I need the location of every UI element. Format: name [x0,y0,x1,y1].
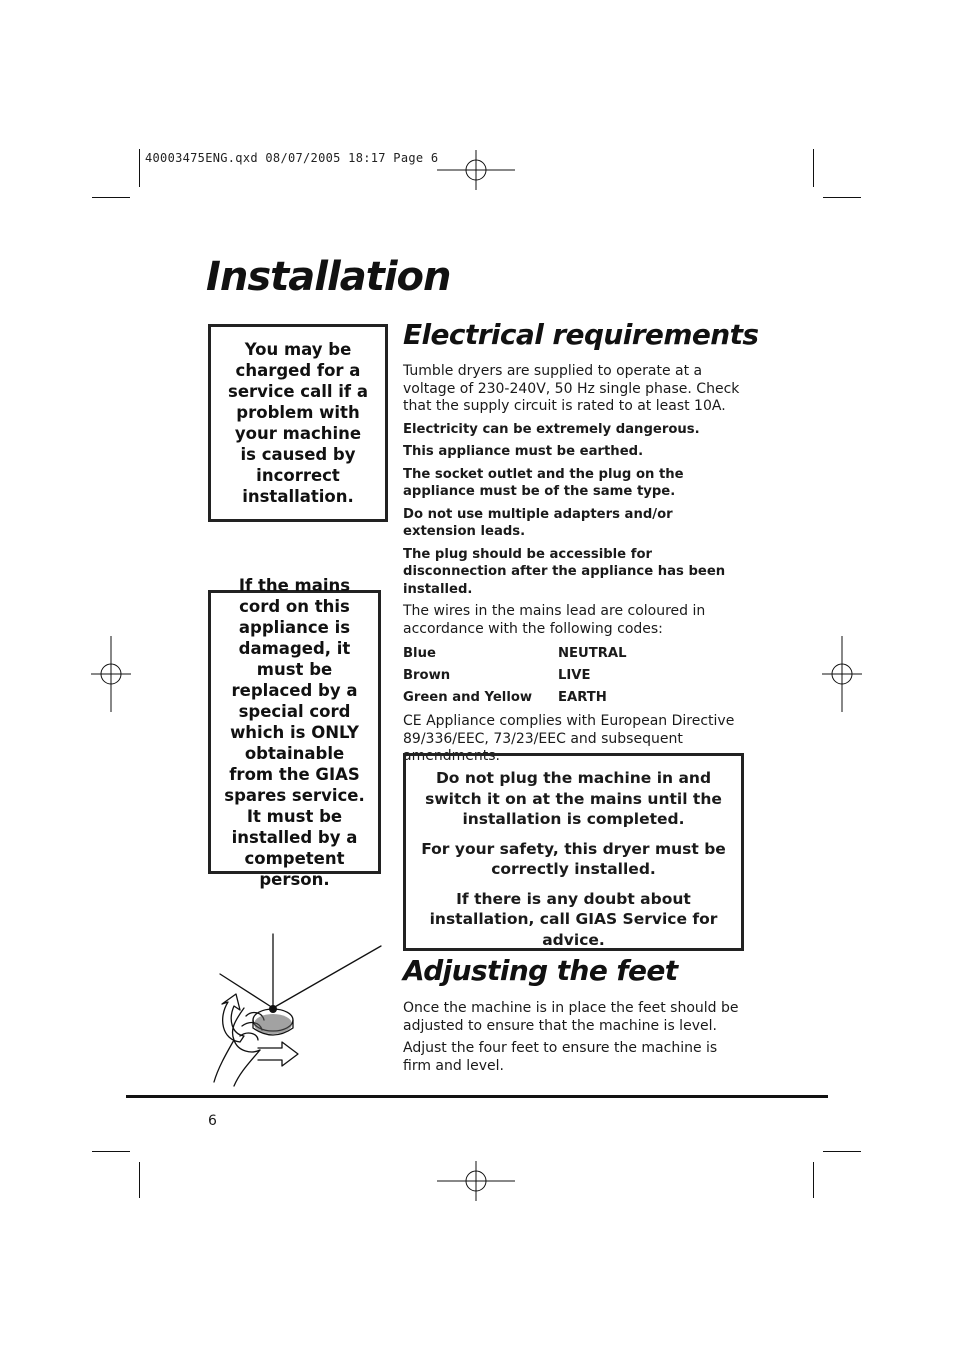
page-title: Installation [206,254,451,300]
feet-paragraph: Once the machine is in place the feet should be adjusted to ensure that the machine is level. [403,1000,739,1034]
warning-line: Electricity can be extremely dangerous. [403,421,700,437]
page-number: 6 [208,1113,217,1129]
wire-code-row [403,687,745,709]
warning-line: Do not use multiple adapters and/or extension leads. [403,506,673,539]
feet-heading: Adjusting the feet [403,954,678,987]
wire-meaning: NEUTRAL [558,646,627,662]
service-call-warning-box [208,324,388,522]
notice-line: If there is any doubt about installation, call GIAS Service for advice. [429,889,718,949]
mains-cord-warning-box [208,575,381,889]
wire-meaning: LIVE [558,668,591,684]
installation-notice-box [403,753,744,951]
warning-line: The plug should be accessible for disconnection after the appliance has been installed. [403,546,726,597]
notice-line: For your safety, this dryer must be correctly installed. [421,839,726,878]
wire-meaning: EARTH [558,690,607,706]
electrical-heading: Electrical requirements [403,318,759,351]
wire-colour: Green and Yellow [403,690,533,706]
wire-code-row [403,643,745,665]
wire-colour: Brown [403,668,451,684]
footer-rule [126,1095,828,1098]
notice-line: Do not plug the machine in and switch it on at the mains until the installation is completed. [425,769,722,828]
wire-code-row [403,665,745,687]
wire-colour: Blue [403,646,436,662]
ce-note: CE Appliance complies with European Directive 89/336/EEC, 73/23/EEC and subsequent amendments. [403,713,735,764]
electrical-intro: Tumble dryers are supplied to operate at a voltage of 230-240V, 50 Hz single phase. Check that the supply circuit is rated to at least 10A. [403,363,740,414]
file-slug: 40003475ENG.qxd 08/07/2005 18:17 Page 6 [145,151,439,165]
service-call-warning-text: You may be charged for a service call if a problem with your machine is caused by incorrect installation. [228,340,368,506]
wire-codes-table [403,643,745,709]
feet-paragraph: Adjust the four feet to ensure the machine is firm and level. [403,1040,718,1074]
electrical-section [403,363,745,771]
feet-section [403,1000,745,1080]
hand-adjusting-foot-illustration [200,930,390,1090]
wires-intro: The wires in the mains lead are coloured in accordance with the following codes: [403,603,706,637]
warning-line: This appliance must be earthed. [403,444,644,459]
warning-line: The socket outlet and the plug on the appliance must be of the same type. [403,466,684,499]
mains-cord-warning-text: If the mains cord on this appliance is damaged, it must be replaced by a special cord which is ONLY obtainable from the GIAS spares service. It must be installed by a competent person. [224,575,365,889]
